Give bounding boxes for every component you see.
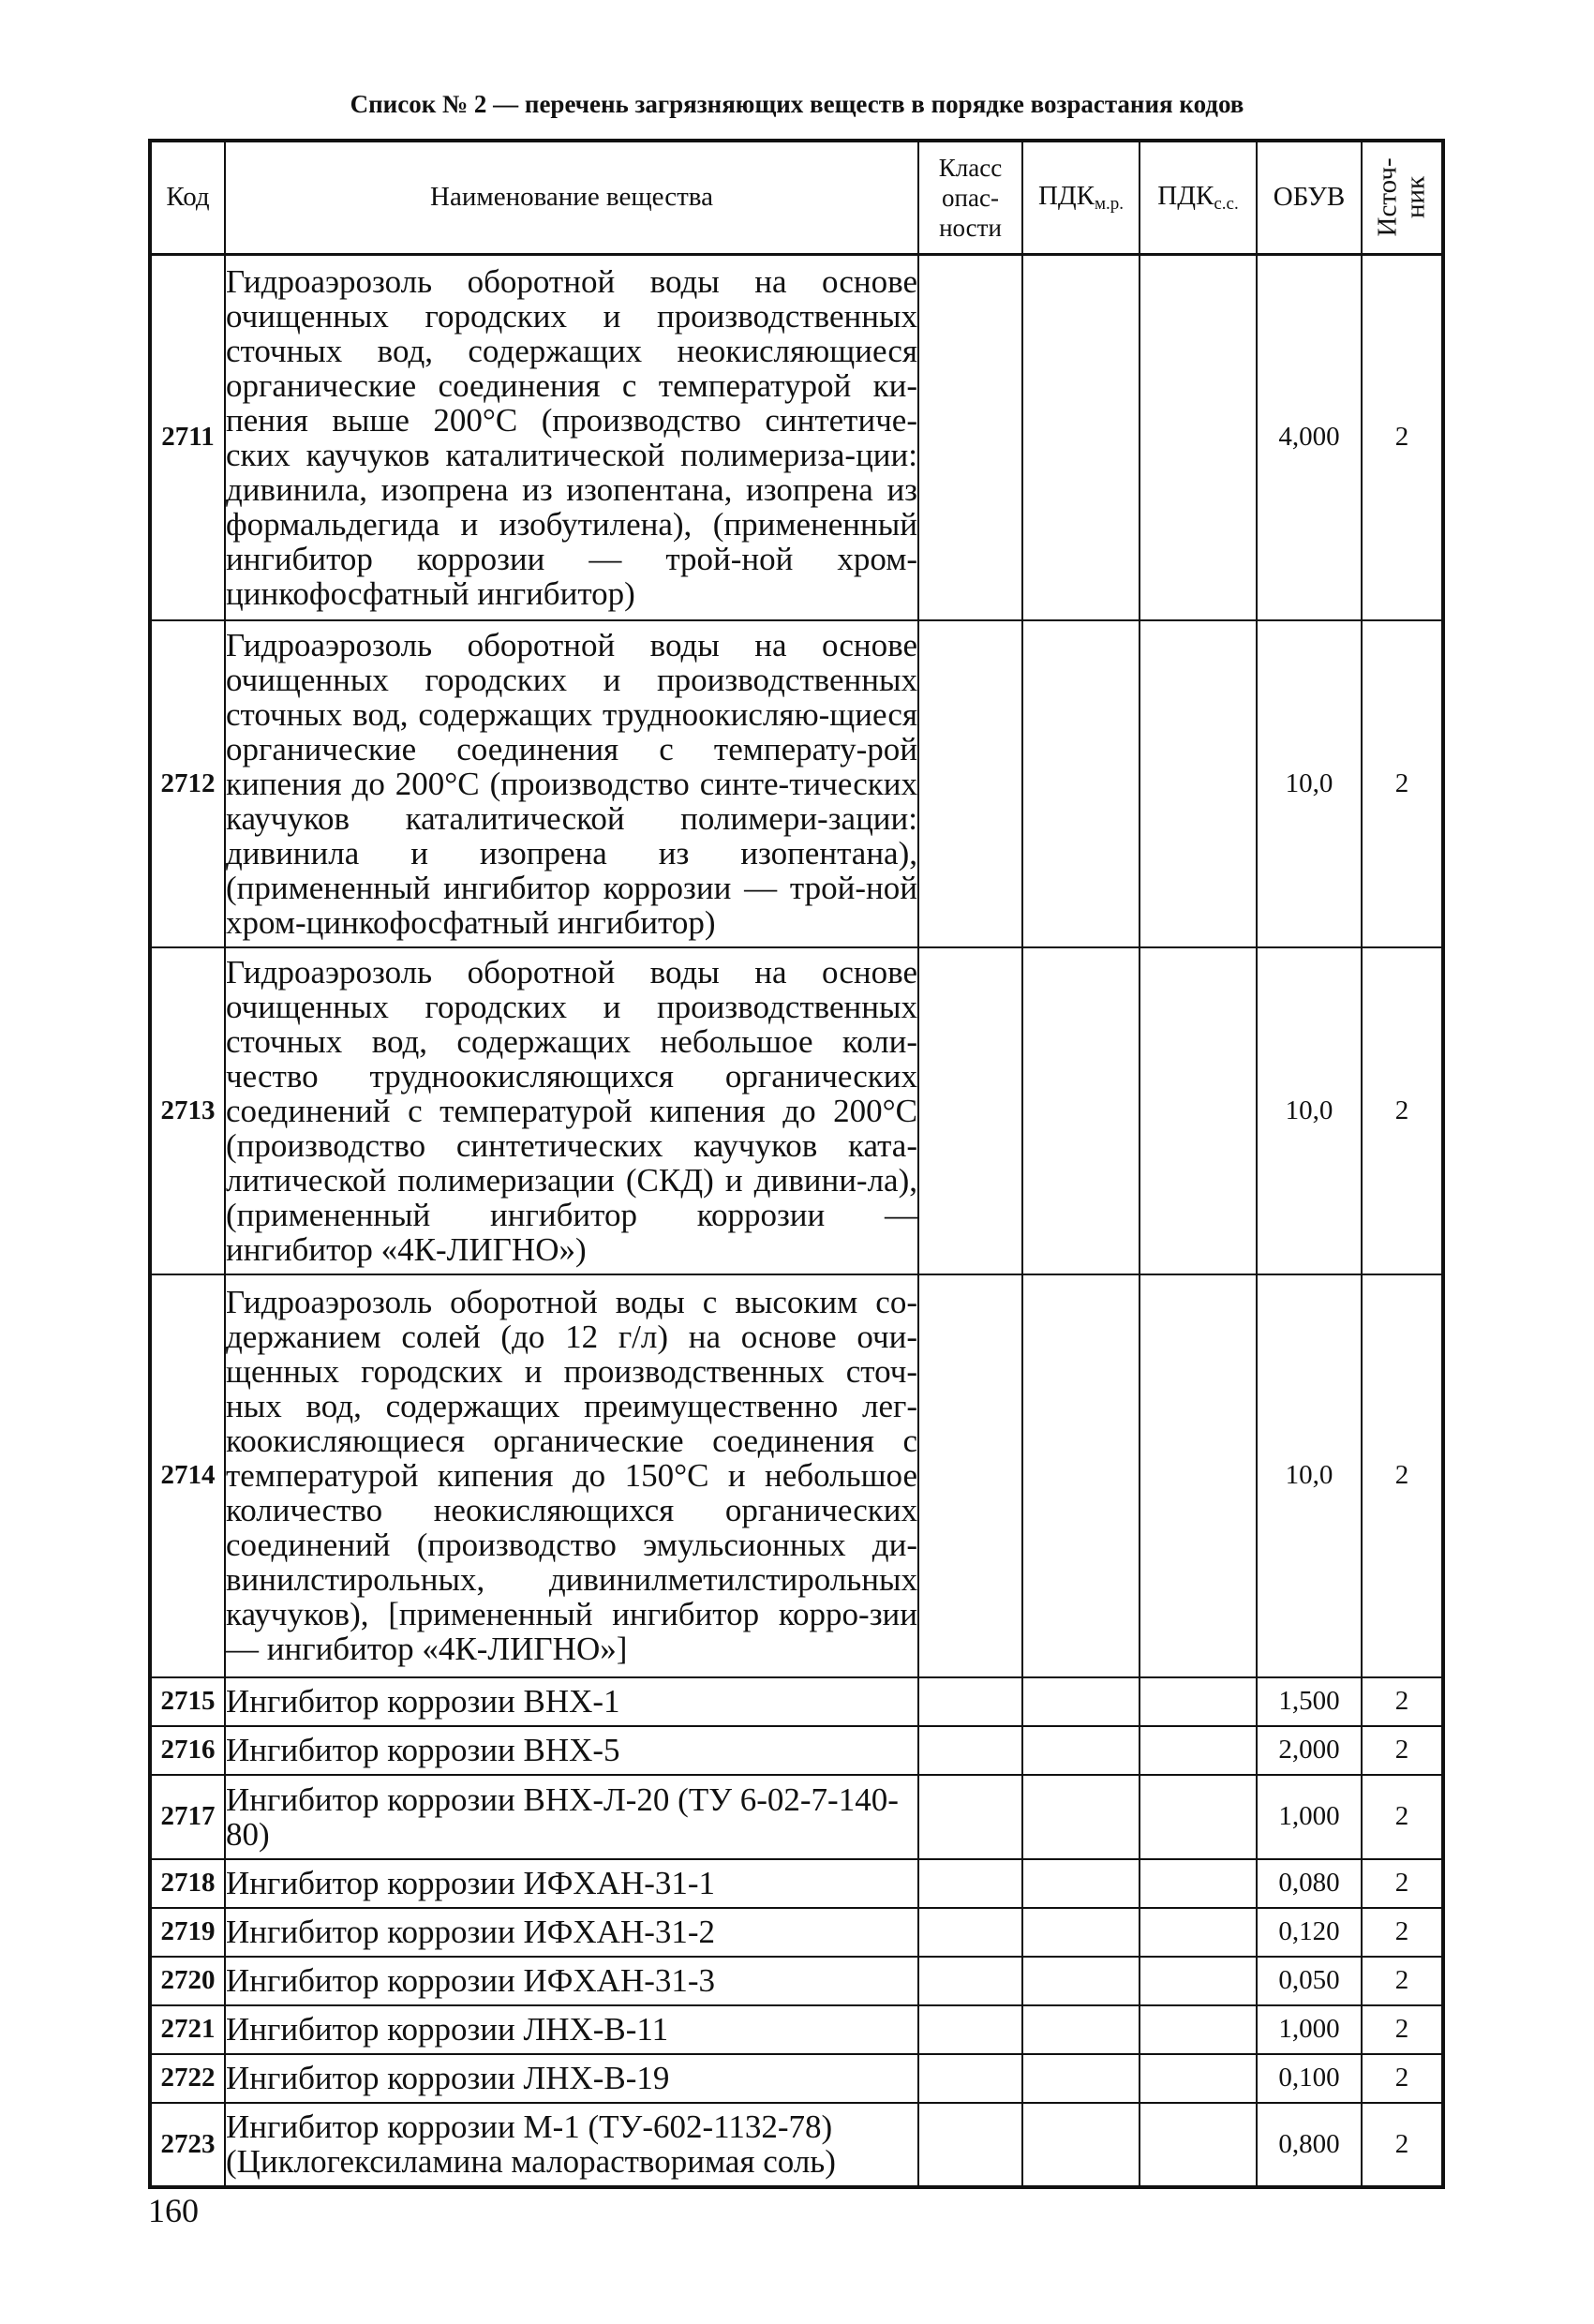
header-pdk-mr-base: ПДК bbox=[1037, 181, 1095, 212]
row-source: 2 bbox=[1362, 2054, 1443, 2103]
table-row bbox=[150, 1957, 1443, 2005]
row-hazard-class bbox=[918, 1957, 1022, 2005]
row-substance-name: Ингибитор коррозии ЛНХ-В-11 bbox=[225, 2005, 918, 2054]
row-pdk-ss bbox=[1140, 1726, 1257, 1775]
row-source: 2 bbox=[1362, 1726, 1443, 1775]
row-pdk-mr bbox=[1022, 1274, 1140, 1677]
row-hazard-class bbox=[918, 2054, 1022, 2103]
row-code: 2714 bbox=[150, 1274, 225, 1677]
header-source bbox=[1362, 141, 1443, 255]
row-obuv: 10,0 bbox=[1257, 1274, 1362, 1677]
row-source: 2 bbox=[1362, 2103, 1443, 2187]
row-code: 2720 bbox=[150, 1957, 225, 2005]
row-source: 2 bbox=[1362, 1859, 1443, 1908]
row-code: 2719 bbox=[150, 1908, 225, 1957]
row-pdk-mr bbox=[1022, 1859, 1140, 1908]
row-substance-name: Гидроаэрозоль оборотной воды на основе очищенных городских и производственных сточных вод, содержащих трудноокисляю-щиеся органические соединения с температу-рой кипения до 200°С (производство синте-тических каучуков каталитической полимери-зации: дивинила и изопрена из изопентана), (примененный ингибитор коррозии — трой-ной хром-цинкофосфатный ингибитор) bbox=[225, 620, 918, 947]
row-pdk-mr bbox=[1022, 1677, 1140, 1726]
row-pdk-mr bbox=[1022, 1775, 1140, 1859]
row-source: 2 bbox=[1362, 620, 1443, 947]
row-code: 2718 bbox=[150, 1859, 225, 1908]
row-pdk-ss bbox=[1140, 1908, 1257, 1957]
row-pdk-mr bbox=[1022, 2005, 1140, 2054]
table-row bbox=[150, 947, 1443, 1274]
row-substance-name: Ингибитор коррозии ИФХАН-31-2 bbox=[225, 1908, 918, 1957]
row-substance-name: Ингибитор коррозии ВНХ-5 bbox=[225, 1726, 918, 1775]
row-obuv: 1,000 bbox=[1257, 1775, 1362, 1859]
row-hazard-class bbox=[918, 2103, 1022, 2187]
row-pdk-mr bbox=[1022, 2103, 1140, 2187]
header-pdk-ss-sub: с.с. bbox=[1214, 194, 1239, 215]
row-substance-name: Гидроаэрозоль оборотной воды с высоким со-держанием солей (до 12 г/л) на основе очи-щенных городских и производственных сточ-ных вод, содержащих преимущественно лег-коокисляющиеся органические соединения с температурой кипения до 150°С и небольшое количество неокисляющихся органических соединений (производство эмульсионных ди-винилстирольных, дивинилметилстирольных каучуков), [примененный ингибитор корро-зии — ингибитор «4К-ЛИГНО»] bbox=[225, 1274, 918, 1677]
row-hazard-class bbox=[918, 1726, 1022, 1775]
row-source: 2 bbox=[1362, 1274, 1443, 1677]
row-substance-name: Ингибитор коррозии ИФХАН-31-3 bbox=[225, 1957, 918, 2005]
row-obuv: 2,000 bbox=[1257, 1726, 1362, 1775]
table-row bbox=[150, 1859, 1443, 1908]
row-pdk-ss bbox=[1140, 255, 1257, 620]
row-code: 2722 bbox=[150, 2054, 225, 2103]
row-code: 2711 bbox=[150, 255, 225, 620]
header-source-line1: Источ- bbox=[1372, 156, 1403, 237]
row-source: 2 bbox=[1362, 1677, 1443, 1726]
row-substance-name: Ингибитор коррозии ВНХ-1 bbox=[225, 1677, 918, 1726]
header-pdk-mr-sub: м.р. bbox=[1095, 194, 1125, 215]
row-pdk-ss bbox=[1140, 947, 1257, 1274]
row-hazard-class bbox=[918, 947, 1022, 1274]
row-hazard-class bbox=[918, 620, 1022, 947]
header-obuv: ОБУВ bbox=[1257, 141, 1362, 255]
header-pdk-ss-base: ПДК bbox=[1157, 181, 1214, 212]
row-source: 2 bbox=[1362, 947, 1443, 1274]
row-code: 2721 bbox=[150, 2005, 225, 2054]
table-header-row bbox=[150, 141, 1443, 255]
row-obuv: 1,000 bbox=[1257, 2005, 1362, 2054]
header-hazard-class bbox=[918, 141, 1022, 255]
substances-table bbox=[148, 139, 1445, 2189]
header-source-rotated bbox=[1374, 157, 1431, 236]
row-obuv: 0,120 bbox=[1257, 1908, 1362, 1957]
row-pdk-ss bbox=[1140, 620, 1257, 947]
row-pdk-ss bbox=[1140, 2005, 1257, 2054]
row-pdk-ss bbox=[1140, 1957, 1257, 2005]
table-row bbox=[150, 255, 1443, 620]
header-hazard-class-text: Класс опас-ности bbox=[938, 154, 1003, 242]
table-row bbox=[150, 2103, 1443, 2187]
row-substance-name: Ингибитор коррозии М-1 (ТУ-602-1132-78) (Циклогексиламина малорастворимая соль) bbox=[225, 2103, 918, 2187]
row-hazard-class bbox=[918, 1274, 1022, 1677]
table-row bbox=[150, 2054, 1443, 2103]
row-hazard-class bbox=[918, 255, 1022, 620]
row-pdk-mr bbox=[1022, 1957, 1140, 2005]
header-pdk-ss bbox=[1140, 141, 1257, 255]
row-source: 2 bbox=[1362, 1957, 1443, 2005]
row-source: 2 bbox=[1362, 1908, 1443, 1957]
page-title: Список № 2 — перечень загрязняющих веществ в порядке возрастания кодов bbox=[350, 90, 1244, 118]
table-row bbox=[150, 1908, 1443, 1957]
row-pdk-mr bbox=[1022, 620, 1140, 947]
row-substance-name: Ингибитор коррозии ВНХ-Л-20 (ТУ 6-02-7-140-80) bbox=[225, 1775, 918, 1859]
row-code: 2716 bbox=[150, 1726, 225, 1775]
row-code: 2713 bbox=[150, 947, 225, 1274]
row-substance-name: Ингибитор коррозии ИФХАН-31-1 bbox=[225, 1859, 918, 1908]
row-pdk-mr bbox=[1022, 947, 1140, 1274]
table-row bbox=[150, 1726, 1443, 1775]
row-obuv: 0,050 bbox=[1257, 1957, 1362, 2005]
row-pdk-ss bbox=[1140, 1859, 1257, 1908]
table-row bbox=[150, 1677, 1443, 1726]
row-hazard-class bbox=[918, 1677, 1022, 1726]
row-hazard-class bbox=[918, 2005, 1022, 2054]
row-pdk-mr bbox=[1022, 255, 1140, 620]
row-obuv: 1,500 bbox=[1257, 1677, 1362, 1726]
row-pdk-ss bbox=[1140, 2103, 1257, 2187]
row-substance-name: Гидроаэрозоль оборотной воды на основе очищенных городских и производственных сточных вод, содержащих небольшое коли-чество трудноокисляющихся органических соединений с температурой кипения до 200°С (производство синтетических каучуков ката-литической полимеризации (СКД) и дивини-ла), (примененный ингибитор коррозии — ингибитор «4К-ЛИГНО») bbox=[225, 947, 918, 1274]
row-source: 2 bbox=[1362, 1775, 1443, 1859]
row-obuv: 10,0 bbox=[1257, 947, 1362, 1274]
row-hazard-class bbox=[918, 1775, 1022, 1859]
row-pdk-ss bbox=[1140, 1274, 1257, 1677]
row-code: 2715 bbox=[150, 1677, 225, 1726]
row-code: 2723 bbox=[150, 2103, 225, 2187]
page-number: 160 bbox=[148, 2192, 199, 2229]
row-pdk-ss bbox=[1140, 1677, 1257, 1726]
row-pdk-mr bbox=[1022, 1908, 1140, 1957]
row-pdk-mr bbox=[1022, 1726, 1140, 1775]
row-code: 2712 bbox=[150, 620, 225, 947]
header-pdk-mr bbox=[1022, 141, 1140, 255]
row-pdk-ss bbox=[1140, 1775, 1257, 1859]
header-name: Наименование вещества bbox=[225, 141, 918, 255]
row-code: 2717 bbox=[150, 1775, 225, 1859]
row-substance-name: Гидроаэрозоль оборотной воды на основе очищенных городских и производственных сточных вод, содержащих неокисляющиеся органические соединения с температурой ки-пения выше 200°С (производство синтетиче-ских каучуков каталитической полимериза-ции: дивинила, изопрена из изопентана, изопрена из формальдегида и изобутилена), (примененный ингибитор коррозии — трой-ной хром-цинкофосфатный ингибитор) bbox=[225, 255, 918, 620]
row-pdk-mr bbox=[1022, 2054, 1140, 2103]
header-code: Код bbox=[150, 141, 225, 255]
table-row bbox=[150, 620, 1443, 947]
row-substance-name: Ингибитор коррозии ЛНХ-В-19 bbox=[225, 2054, 918, 2103]
table-row bbox=[150, 1775, 1443, 1859]
row-obuv: 0,080 bbox=[1257, 1859, 1362, 1908]
row-hazard-class bbox=[918, 1859, 1022, 1908]
row-obuv: 0,100 bbox=[1257, 2054, 1362, 2103]
table-row bbox=[150, 1274, 1443, 1677]
table-row bbox=[150, 2005, 1443, 2054]
row-pdk-ss bbox=[1140, 2054, 1257, 2103]
header-source-line2: ник bbox=[1401, 175, 1432, 218]
row-source: 2 bbox=[1362, 255, 1443, 620]
row-hazard-class bbox=[918, 1908, 1022, 1957]
row-obuv: 4,000 bbox=[1257, 255, 1362, 620]
row-obuv: 0,800 bbox=[1257, 2103, 1362, 2187]
row-obuv: 10,0 bbox=[1257, 620, 1362, 947]
row-source: 2 bbox=[1362, 2005, 1443, 2054]
